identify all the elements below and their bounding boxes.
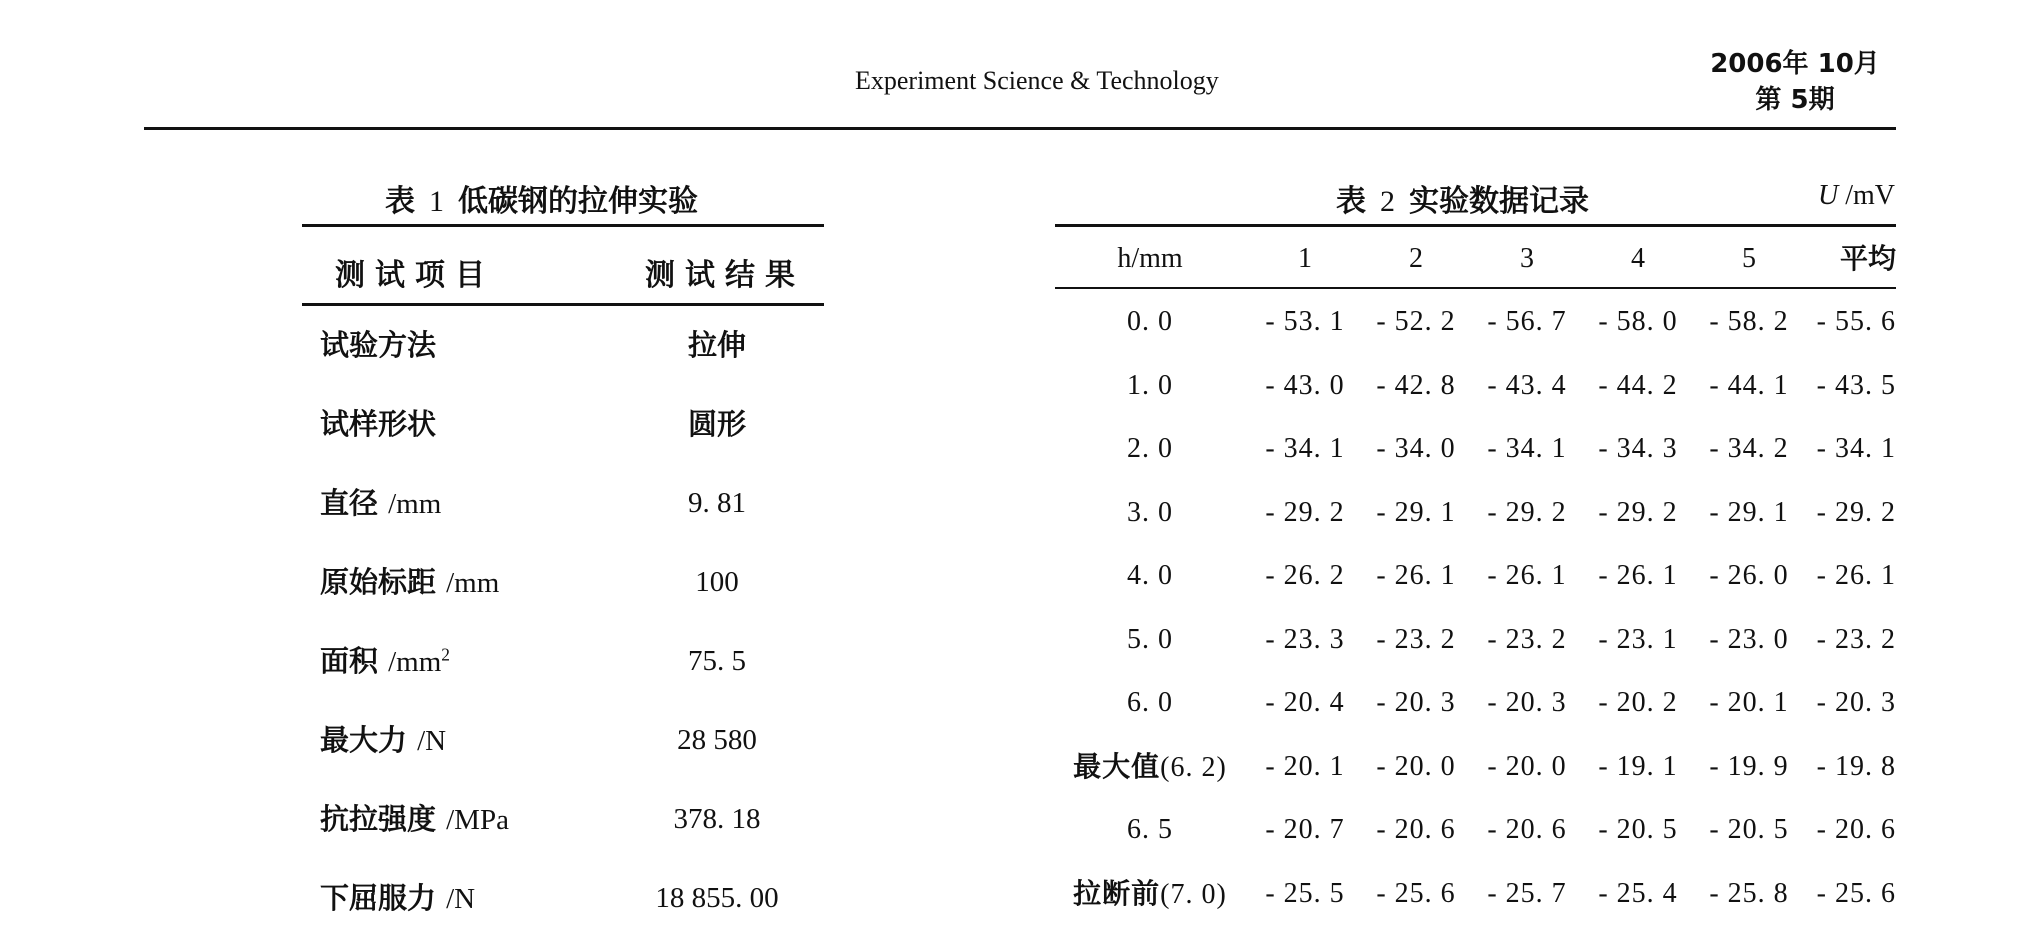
table2-value-cell: - 23. 1 [1598,623,1678,655]
table2-number: 2 [1380,185,1395,218]
table1-item-cell [320,543,499,623]
table1-col-item: 测试项目 [335,258,495,293]
table1-number: 1 [429,185,444,218]
table2-header-3: 3 [1520,243,1534,274]
table1-item-unit-exponent: 2 [441,644,450,665]
table2-value-cell: - 43. 0 [1265,369,1345,401]
table2-value-cell: - 20. 0 [1376,750,1456,782]
table2-value-cell: - 44. 1 [1709,369,1789,401]
table-row [1055,862,1896,926]
table2-value-cell: - 55. 6 [1816,306,1896,337]
table1-item-label: 最大力 [320,723,408,757]
table2-value-cell: - 23. 2 [1376,623,1456,655]
table-row [1055,481,1896,545]
table1-item-unit: /MPa [446,804,509,836]
table2-value-cell: - 25. 6 [1376,877,1456,909]
table2-header-1: 1 [1298,243,1312,274]
table2-value-cell: - 34. 3 [1598,433,1678,464]
issue-year-month: 2006年 10月 [1710,49,1880,79]
table1-col-result: 测试结果 [645,258,805,293]
table1-result-cell: 28 580 [677,724,757,756]
table1-item-unit: /mm [388,646,442,678]
table2-value-cell: - 23. 2 [1816,623,1896,655]
table1-item-unit: /N [417,725,447,757]
table2-value-cell: - 29. 2 [1598,496,1678,528]
table1-result-cell: 378. 18 [673,803,761,835]
table2-value-cell: - 23. 0 [1709,623,1789,655]
table2-value-cell: - 25. 5 [1265,877,1345,909]
table2-value-cell: - 29. 1 [1709,496,1789,528]
issue-number: 第 5期 [1755,85,1835,115]
table-row [1055,671,1896,735]
table1-item-cell [320,464,441,544]
table1-item-label: 试样形状 [320,407,437,441]
journal-title: Experiment Science & Technology [855,66,1219,95]
table2-h-cell [1055,354,1245,418]
table2-value-cell: - 20. 3 [1816,687,1896,718]
table1-item-label: 原始标距 [320,565,437,599]
table-row [302,701,824,780]
table2-value-cell: - 26. 0 [1709,560,1789,591]
table2-value-cell: - 25. 6 [1816,877,1896,909]
table2-value-cell: - 26. 1 [1598,560,1678,591]
table2-h-value: 0. 0 [1127,306,1173,337]
header-rule [144,127,1896,130]
table1-result-cell: 圆形 [687,407,746,441]
table2-caption [1336,176,1589,220]
table-row [302,780,824,859]
table2-h-cell [1055,671,1245,735]
table1-item-label: 直径 [320,486,379,520]
table2-header-rule [1055,287,1896,289]
table2-header-5: 5 [1742,243,1756,274]
table2-value-cell: - 19. 1 [1598,750,1678,782]
table1-result-cell: 9. 81 [688,487,746,519]
table2-value-cell: - 34. 1 [1487,433,1567,464]
table2-value-cell: - 53. 1 [1265,306,1345,337]
table2-header-2: 2 [1409,243,1423,274]
table1-result-cell: 100 [695,566,739,598]
table-row [1055,608,1896,672]
table1-item-label: 下屈服力 [320,881,437,915]
table2-h-value: 4. 0 [1127,560,1173,591]
table-row [1055,290,1896,354]
table2-value-cell: - 56. 7 [1487,306,1567,337]
table2-value-cell: - 29. 2 [1265,496,1345,528]
table2-value-cell: - 34. 1 [1265,433,1345,464]
table2-unit-symbol: U [1818,180,1839,211]
table1-title: 低碳钢的拉伸实验 [458,184,698,219]
table2-value-cell: - 29. 2 [1487,496,1567,528]
table2-h-value: 2. 0 [1127,433,1173,464]
table2-value-cell: - 34. 0 [1376,433,1456,464]
table-row [1055,798,1896,862]
table1-caption [385,176,698,220]
table2-value-cell: - 19. 8 [1816,750,1896,782]
table2-value-cell: - 23. 3 [1265,623,1345,655]
table2-header-average: 平均 [1839,242,1896,275]
table2-h-value: 3. 0 [1127,496,1173,528]
table2-h-cell [1055,735,1245,800]
table-row [1055,544,1896,608]
table1-item-cell [320,701,446,781]
table-row [302,622,824,701]
table1-item-unit: /mm [388,488,442,520]
table2-label: 表 [1336,184,1366,219]
table-row [1055,417,1896,481]
table2-value-cell: - 26. 2 [1265,560,1345,591]
table1-item-label: 抗拉强度 [320,802,437,836]
table1-label: 表 [385,184,415,219]
table2-value-cell: - 26. 1 [1816,560,1896,591]
table2-title: 实验数据记录 [1409,184,1589,219]
table2-value-cell: - 25. 7 [1487,877,1567,909]
table2-value-cell: - 20. 6 [1376,814,1456,845]
table2-value-cell: - 20. 6 [1816,814,1896,845]
table1-item-unit: /N [446,883,476,915]
table2-value-cell: - 20. 1 [1265,750,1345,782]
table-row [302,859,824,938]
table2-value-cell: - 23. 2 [1487,623,1567,655]
table2-h-value: (6. 2) [1160,751,1227,783]
table2-value-cell: - 26. 1 [1376,560,1456,591]
table2-value-cell: - 26. 1 [1487,560,1567,591]
table1-result-cell: 拉伸 [687,328,746,362]
issue-info [1690,46,1900,118]
table2-h-value: (7. 0) [1160,878,1227,910]
table1-item-label: 试验方法 [320,328,437,362]
table2-value-cell: - 58. 0 [1598,306,1678,337]
table2-value-cell: - 20. 2 [1598,687,1678,718]
table2-h-label: 拉断前 [1073,876,1161,910]
table2-value-cell: - 58. 2 [1709,306,1789,337]
table2-value-cell: - 20. 3 [1376,687,1456,718]
table2-value-cell: - 20. 7 [1265,814,1345,845]
table2-unit-rest: /mV [1845,180,1896,211]
table2-h-cell [1055,544,1245,608]
table1-item-unit: /mm [446,567,500,599]
table-row [302,543,824,622]
table2-h-cell [1055,798,1245,862]
table2-value-cell: - 20. 1 [1709,687,1789,718]
table2-header-row [1055,239,1896,279]
table2-h-cell [1055,608,1245,672]
table1-item-cell [320,385,436,464]
table-row [1055,735,1896,799]
table2-h-cell [1055,481,1245,545]
table2-value-cell: - 29. 1 [1376,496,1456,528]
table-row [302,385,824,464]
table2-value-cell: - 44. 2 [1598,369,1678,401]
table2-header-h: h/mm [1117,243,1183,274]
table2-value-cell: - 29. 2 [1816,496,1896,528]
table2-h-value: 6. 0 [1127,687,1173,718]
table2-header-4: 4 [1631,243,1645,274]
table2-h-value: 6. 5 [1127,814,1173,845]
table1-item-cell [320,780,509,860]
table2-value-cell: - 20. 0 [1487,750,1567,782]
table2-value-cell: - 34. 1 [1816,433,1896,464]
table2-value-cell: - 19. 9 [1709,750,1789,782]
table2-h-value: 1. 0 [1127,369,1173,401]
table1-top-rule [302,224,824,227]
table2-value-cell: - 20. 5 [1709,814,1789,845]
table2-h-cell [1055,290,1245,354]
table2-value-cell: - 25. 8 [1709,877,1789,909]
table1-item-cell [320,622,450,702]
table2-unit [1818,180,1895,212]
table2-value-cell: - 42. 8 [1376,369,1456,401]
table1-item-cell [320,859,475,939]
table2-value-cell: - 43. 5 [1816,369,1896,401]
table2-value-cell: - 20. 4 [1265,687,1345,718]
table-row [1055,354,1896,418]
table2-value-cell: - 20. 3 [1487,687,1567,718]
table2-h-value: 5. 0 [1127,623,1173,655]
table1-item-cell [320,306,436,385]
table1-result-cell: 18 855. 00 [655,882,779,914]
table2-value-cell: - 52. 2 [1376,306,1456,337]
table2-value-cell: - 20. 5 [1598,814,1678,845]
table2-value-cell: - 34. 2 [1709,433,1789,464]
table1-result-cell: 75. 5 [688,645,746,677]
table2-h-cell [1055,417,1245,481]
table1-item-label: 面积 [320,644,379,678]
table2-h-cell [1055,862,1245,927]
table2-h-label: 最大值 [1073,749,1161,783]
table2-value-cell: - 43. 4 [1487,369,1567,401]
table2-value-cell: - 20. 6 [1487,814,1567,845]
table-row [302,306,824,385]
table-row [302,464,824,543]
table2-top-rule [1055,224,1896,227]
table2-value-cell: - 25. 4 [1598,877,1678,909]
